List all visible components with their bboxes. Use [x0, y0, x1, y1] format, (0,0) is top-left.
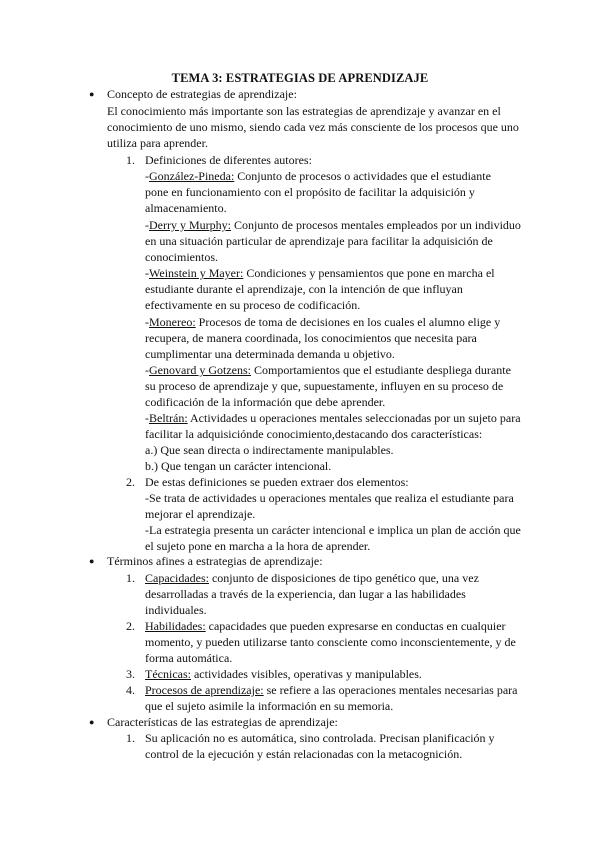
term-name: Capacidades:: [145, 571, 209, 585]
list-number: 1.: [126, 731, 135, 745]
paragraph-line: El conocimiento más importante son las estrategias de aprendizaje y avanzar en el: [107, 104, 501, 118]
term-line: momento, y pueden utilizarse tanto consciente como inconscientemente, y de: [145, 635, 516, 649]
definition-line: -Weinstein y Mayer: Condiciones y pensamientos que pone en marcha el: [145, 266, 495, 280]
definition-line: -Derry y Murphy: Conjunto de procesos mentales empleados por un individuo: [145, 218, 521, 232]
element-line: mejorar el aprendizaje.: [145, 507, 256, 521]
term-line: Técnicas: actividades visibles, operativas y manipulables.: [145, 667, 422, 681]
list-number: 4.: [126, 683, 135, 697]
bullet-icon: ●: [89, 89, 95, 99]
author-name: González-Pineda:: [149, 169, 235, 183]
bullet-icon: ●: [89, 717, 95, 727]
element-line: el sujeto pone en marcha a la hora de aprender.: [145, 539, 371, 553]
author-name: Beltrán:: [149, 411, 188, 425]
definition-line: -Genovard y Gotzens: Comportamientos que el estudiante despliega durante: [145, 363, 511, 377]
author-name: Derry y Murphy:: [149, 218, 231, 232]
term-line: Capacidades: conjunto de disposiciones de tipo genético que, una vez: [145, 571, 479, 585]
element-line: -Se trata de actividades u operaciones mentales que realiza el estudiante para: [145, 491, 514, 505]
definition-line: recupera, de manera coordinada, los conocimientos que necesita para: [145, 331, 477, 345]
subheading-elementos: De estas definiciones se pueden extraer dos elementos:: [145, 475, 409, 489]
definition-line: -González-Pineda: Conjunto de procesos o actividades que el estudiante: [145, 169, 491, 183]
section-heading-terminos: Términos afines a estrategias de aprendizaje:: [107, 554, 323, 568]
subheading-definiciones: Definiciones de diferentes autores:: [145, 153, 312, 167]
document-title: TEMA 3: ESTRATEGIAS DE APRENDIZAJE: [171, 71, 429, 85]
author-name: Weinstein y Mayer:: [149, 266, 244, 280]
definition-line: cumplimentar una determinada demanda u objetivo.: [145, 347, 395, 361]
definition-line: efectivamente en su proceso de codificación.: [145, 298, 361, 312]
term-line: individuales.: [145, 603, 207, 617]
definition-line: estudiante durante el aprendizaje, con la intención de que influyan: [145, 282, 463, 296]
list-number: 2.: [126, 475, 135, 489]
bullet-icon: ●: [89, 556, 95, 566]
definition-line: -Monereo: Procesos de toma de decisiones en los cuales el alumno elige y: [145, 315, 501, 329]
term-line: desarrolladas a través de la experiencia, dan lugar a las habilidades: [145, 587, 466, 601]
list-number: 2.: [126, 619, 135, 633]
term-name: Procesos de aprendizaje:: [145, 683, 264, 697]
section-heading-concepto: Concepto de estrategias de aprendizaje:: [107, 87, 297, 101]
definition-line: codificación de la información que debe aprender.: [145, 395, 386, 409]
definition-line: en una situación particular de aprendizaje para facilitar la adquisición de: [145, 234, 493, 248]
definition-line: facilitar la adquisiciónde conocimiento,destacando dos características:: [145, 427, 483, 441]
characteristic-line: control de la ejecución y están relacionadas con la metacognición.: [145, 747, 463, 761]
element-line: -La estrategia presenta un carácter intencional e implica un plan de acción que: [145, 523, 521, 537]
list-number: 1.: [126, 153, 135, 167]
definition-line: conocimientos.: [145, 250, 218, 264]
definition-line: b.) Que tengan un carácter intencional.: [145, 459, 332, 473]
term-line: Habilidades: capacidades que pueden expresarse en conductas en cualquier: [145, 619, 506, 633]
characteristic-line: Su aplicación no es automática, sino controlada. Precisan planificación y: [145, 731, 495, 745]
paragraph-line: conocimiento de uno mismo, siendo cada vez más consciente de los procesos que uno: [107, 120, 519, 134]
definition-line: -Beltrán: Actividades u operaciones mentales seleccionadas por un sujeto para: [145, 411, 521, 425]
term-line: forma automática.: [145, 651, 233, 665]
author-name: Monereo:: [149, 315, 196, 329]
list-number: 1.: [126, 571, 135, 585]
term-name: Técnicas:: [145, 667, 191, 681]
section-heading-caracteristicas: Características de las estrategias de aprendizaje:: [107, 715, 338, 729]
definition-line: su proceso de aprendizaje y que, supuestamente, influyen en su proceso de: [145, 379, 504, 393]
author-name: Genovard y Gotzens:: [149, 363, 251, 377]
term-name: Habilidades:: [145, 619, 206, 633]
term-line: que el sujeto asimile la información en su memoria.: [145, 699, 394, 713]
definition-line: pone en funcionamiento con el propósito de facilitar la adquisición y: [145, 185, 475, 199]
definition-line: almacenamiento.: [145, 201, 227, 215]
paragraph-line: utiliza para aprender.: [107, 136, 208, 150]
list-number: 3.: [126, 667, 135, 681]
definition-line: a.) Que sean directa o indirectamente manipulables.: [145, 443, 394, 457]
term-line: Procesos de aprendizaje: se refiere a las operaciones mentales necesarias para: [145, 683, 518, 697]
